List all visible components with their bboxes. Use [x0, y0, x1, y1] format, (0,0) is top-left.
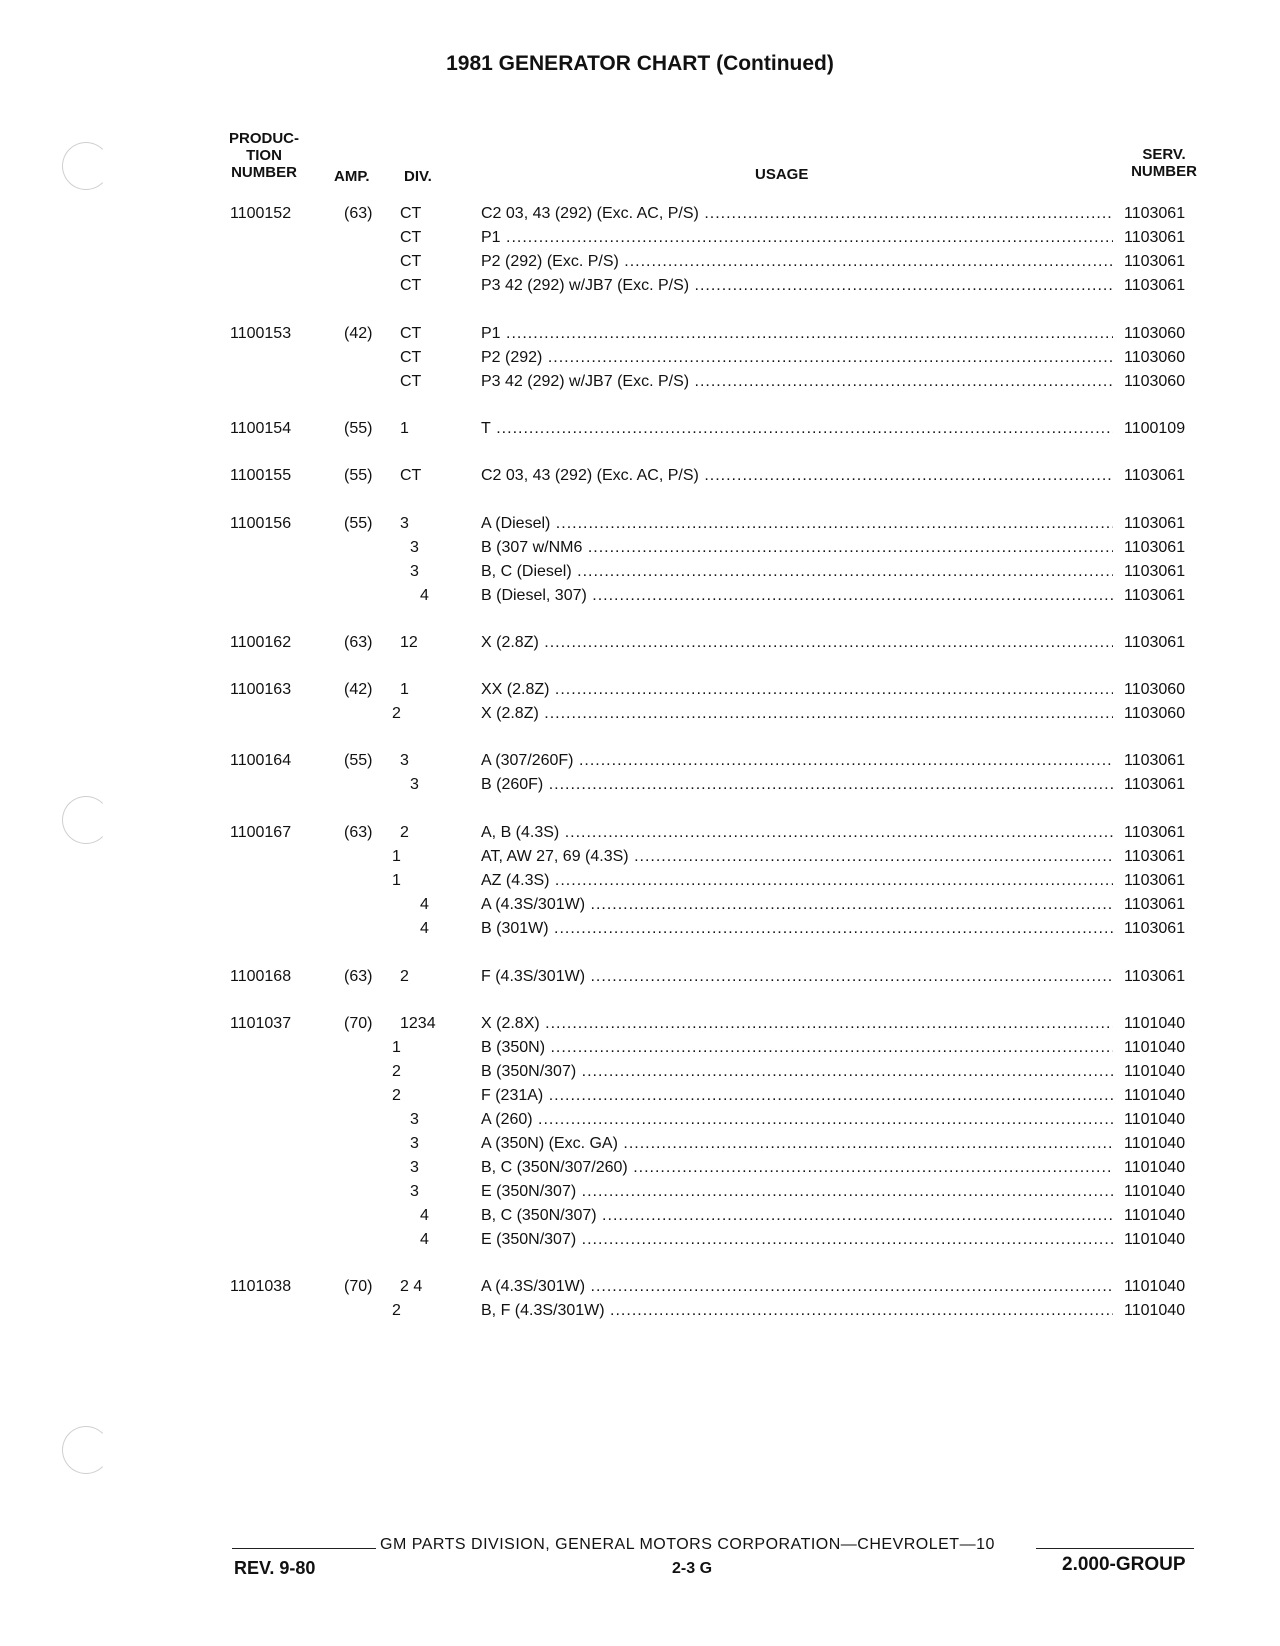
div-value: 4 — [420, 1207, 429, 1224]
amp-value: (55) — [344, 467, 373, 484]
footer-publisher: GM PARTS DIVISION, GENERAL MOTORS CORPORATION—CHEVROLET—10 — [380, 1536, 995, 1553]
production-number: 1100162 — [230, 634, 292, 651]
amp-value: (63) — [344, 968, 373, 985]
production-number: 1100168 — [230, 968, 292, 985]
footer-page-number: 2-3 G — [672, 1560, 713, 1577]
table-row — [0, 1133, 1280, 1155]
service-number: 1103061 — [1124, 634, 1186, 651]
service-number: 1103061 — [1124, 776, 1186, 793]
amp-value: (55) — [344, 420, 373, 437]
service-number: 1101040 — [1124, 1302, 1186, 1319]
table-row — [0, 632, 1280, 654]
usage-text: AZ (4.3S) ..... — [481, 870, 1113, 892]
amp-value: (42) — [344, 325, 373, 342]
service-number: 1103060 — [1124, 349, 1186, 366]
header-serv-number — [1124, 146, 1204, 180]
service-number: 1103060 — [1124, 705, 1186, 722]
table-row — [0, 227, 1280, 249]
service-number: 1101040 — [1124, 1039, 1186, 1056]
usage-text: A (4.3S/301W) ..... — [481, 1276, 1113, 1298]
table-row — [0, 846, 1280, 868]
div-value: 1234 — [400, 1015, 436, 1032]
div-value: 3 — [410, 1183, 419, 1200]
production-number: 1100154 — [230, 420, 292, 437]
div-value: 1 — [392, 872, 401, 889]
usage-text: B, C (350N/307/260) ..... — [481, 1157, 1113, 1179]
table-row — [0, 537, 1280, 559]
amp-value: (55) — [344, 515, 373, 532]
table-row — [0, 1061, 1280, 1083]
div-value: 4 — [420, 1231, 429, 1248]
table-row — [0, 1037, 1280, 1059]
page-title: 1981 GENERATOR CHART (Continued) — [446, 52, 834, 75]
usage-text: P2 (292) ..... — [481, 347, 1113, 369]
service-number: 1103061 — [1124, 563, 1186, 580]
amp-value: (70) — [344, 1278, 373, 1295]
service-number: 1103061 — [1124, 467, 1186, 484]
service-number: 1101040 — [1124, 1278, 1186, 1295]
div-value: 3 — [410, 1135, 419, 1152]
div-value: CT — [400, 253, 422, 270]
header-div: DIV. — [404, 168, 432, 185]
usage-text: C2 03, 43 (292) (Exc. AC, P/S) ..... — [481, 465, 1113, 487]
service-number: 1101040 — [1124, 1183, 1186, 1200]
table-row — [0, 1229, 1280, 1251]
usage-text: A (4.3S/301W) ..... — [481, 894, 1113, 916]
header-amp: AMP. — [334, 168, 370, 185]
table-row — [0, 703, 1280, 725]
service-number: 1103060 — [1124, 325, 1186, 342]
table-row — [0, 822, 1280, 844]
usage-text: XX (2.8Z) ..... — [481, 679, 1113, 701]
table-row — [0, 203, 1280, 225]
amp-value: (55) — [344, 752, 373, 769]
usage-text: E (350N/307) ..... — [481, 1229, 1113, 1251]
service-number: 1101040 — [1124, 1231, 1186, 1248]
table-row — [0, 561, 1280, 583]
div-value: CT — [400, 373, 422, 390]
header-line: PRODUC- — [229, 130, 299, 147]
header-line: TION — [246, 147, 282, 164]
table-row — [0, 1276, 1280, 1298]
service-number: 1103061 — [1124, 872, 1186, 889]
footer-group: 2.000-GROUP — [1062, 1554, 1186, 1575]
div-value: 2 — [392, 1302, 401, 1319]
service-number: 1100109 — [1124, 420, 1186, 437]
footer-rule — [1036, 1548, 1194, 1549]
service-number: 1103061 — [1124, 920, 1186, 937]
service-number: 1103061 — [1124, 205, 1186, 222]
div-value: 2 — [392, 1087, 401, 1104]
table-row — [0, 750, 1280, 772]
production-number: 1100156 — [230, 515, 292, 532]
header-usage: USAGE — [755, 166, 809, 183]
table-row — [0, 513, 1280, 535]
production-number: 1100152 — [230, 205, 292, 222]
table-row — [0, 1181, 1280, 1203]
service-number: 1101040 — [1124, 1087, 1186, 1104]
usage-text: B (301W) ..... — [481, 918, 1113, 940]
table-row — [0, 774, 1280, 796]
usage-text: A (307/260F) ..... — [481, 750, 1113, 772]
punch-hole — [62, 142, 110, 190]
service-number: 1101040 — [1124, 1015, 1186, 1032]
table-row — [0, 465, 1280, 487]
usage-text: B, C (Diesel) ..... — [481, 561, 1113, 583]
div-value: 1 — [392, 848, 401, 865]
div-value: 1 — [400, 681, 409, 698]
table-row — [0, 1109, 1280, 1131]
usage-text: P3 42 (292) w/JB7 (Exc. P/S) ..... — [481, 371, 1113, 393]
production-number: 1100164 — [230, 752, 292, 769]
table-row — [0, 323, 1280, 345]
service-number: 1103061 — [1124, 896, 1186, 913]
usage-text: F (4.3S/301W) ..... — [481, 966, 1113, 988]
div-value: 4 — [420, 920, 429, 937]
usage-text: A (350N) (Exc. GA) ..... — [481, 1133, 1113, 1155]
header-production-number — [224, 130, 304, 181]
table-row — [0, 371, 1280, 393]
service-number: 1103061 — [1124, 539, 1186, 556]
service-number: 1103061 — [1124, 848, 1186, 865]
table-row — [0, 347, 1280, 369]
production-number: 1100163 — [230, 681, 292, 698]
div-value: 1 — [400, 420, 409, 437]
div-value: CT — [400, 325, 422, 342]
usage-text: T ..... — [481, 418, 1113, 440]
service-number: 1103061 — [1124, 253, 1186, 270]
div-value: CT — [400, 205, 422, 222]
usage-text: P1 ..... — [481, 227, 1113, 249]
usage-text: B (Diesel, 307) ..... — [481, 585, 1113, 607]
table-row — [0, 1157, 1280, 1179]
usage-text: A (260) ..... — [481, 1109, 1113, 1131]
punch-hole — [62, 1426, 110, 1474]
amp-value: (63) — [344, 634, 373, 651]
div-value: CT — [400, 467, 422, 484]
service-number: 1101040 — [1124, 1111, 1186, 1128]
div-value: 3 — [410, 563, 419, 580]
service-number: 1103060 — [1124, 373, 1186, 390]
service-number: 1103061 — [1124, 515, 1186, 532]
amp-value: (63) — [344, 824, 373, 841]
usage-text: P1 ..... — [481, 323, 1113, 345]
table-row — [0, 1013, 1280, 1035]
usage-text: B (307 w/NM6 ..... — [481, 537, 1113, 559]
footer-rule — [232, 1548, 376, 1549]
amp-value: (42) — [344, 681, 373, 698]
usage-text: B (350N) ..... — [481, 1037, 1113, 1059]
service-number: 1103061 — [1124, 824, 1186, 841]
amp-value: (70) — [344, 1015, 373, 1032]
div-value: CT — [400, 349, 422, 366]
div-value: 3 — [400, 515, 409, 532]
div-value: CT — [400, 277, 422, 294]
div-value: 2 — [392, 705, 401, 722]
table-row — [0, 1300, 1280, 1322]
usage-text: X (2.8Z) ..... — [481, 703, 1113, 725]
service-number: 1103061 — [1124, 752, 1186, 769]
header-line: NUMBER — [1131, 163, 1197, 180]
div-value: 3 — [400, 752, 409, 769]
usage-text: C2 03, 43 (292) (Exc. AC, P/S) ..... — [481, 203, 1113, 225]
div-value: 4 — [420, 896, 429, 913]
usage-text: B, F (4.3S/301W) ..... — [481, 1300, 1113, 1322]
footer-revision: REV. 9-80 — [234, 1558, 316, 1578]
div-value: 3 — [410, 776, 419, 793]
service-number: 1101040 — [1124, 1159, 1186, 1176]
table-row — [0, 870, 1280, 892]
div-value: 2 — [400, 824, 409, 841]
table-row — [0, 679, 1280, 701]
service-number: 1103060 — [1124, 681, 1186, 698]
production-number: 1101038 — [230, 1278, 292, 1295]
div-value: 2 — [400, 968, 409, 985]
header-line: NUMBER — [231, 164, 297, 181]
div-value: 3 — [410, 1159, 419, 1176]
service-number: 1103061 — [1124, 968, 1186, 985]
amp-value: (63) — [344, 205, 373, 222]
table-row — [0, 585, 1280, 607]
table-row — [0, 918, 1280, 940]
table-row — [0, 251, 1280, 273]
service-number: 1103061 — [1124, 277, 1186, 294]
usage-text: E (350N/307) ..... — [481, 1181, 1113, 1203]
div-value: 12 — [400, 634, 418, 651]
usage-text: B (350N/307) ..... — [481, 1061, 1113, 1083]
table-row — [0, 275, 1280, 297]
production-number: 1100153 — [230, 325, 292, 342]
div-value: 3 — [410, 539, 419, 556]
table-row — [0, 966, 1280, 988]
table-row — [0, 894, 1280, 916]
table-row — [0, 1205, 1280, 1227]
usage-text: X (2.8Z) ..... — [481, 632, 1113, 654]
usage-text: A, B (4.3S) ..... — [481, 822, 1113, 844]
service-number: 1101040 — [1124, 1207, 1186, 1224]
div-value: 2 4 — [400, 1278, 423, 1295]
service-number: 1101040 — [1124, 1135, 1186, 1152]
usage-text: F (231A) ..... — [481, 1085, 1113, 1107]
div-value: 4 — [420, 587, 429, 604]
production-number: 1100167 — [230, 824, 292, 841]
usage-text: P3 42 (292) w/JB7 (Exc. P/S) ..... — [481, 275, 1113, 297]
usage-text: AT, AW 27, 69 (4.3S) ..... — [481, 846, 1113, 868]
production-number: 1101037 — [230, 1015, 292, 1032]
service-number: 1103061 — [1124, 587, 1186, 604]
div-value: 2 — [392, 1063, 401, 1080]
usage-text: P2 (292) (Exc. P/S) ..... — [481, 251, 1113, 273]
service-number: 1103061 — [1124, 229, 1186, 246]
table-row — [0, 1085, 1280, 1107]
production-number: 1100155 — [230, 467, 292, 484]
table-row — [0, 418, 1280, 440]
usage-text: X (2.8X) ..... — [481, 1013, 1113, 1035]
usage-text: B (260F) ..... — [481, 774, 1113, 796]
div-value: 1 — [392, 1039, 401, 1056]
header-line: SERV. — [1142, 146, 1186, 163]
usage-text: A (Diesel) ..... — [481, 513, 1113, 535]
div-value: CT — [400, 229, 422, 246]
div-value: 3 — [410, 1111, 419, 1128]
service-number: 1101040 — [1124, 1063, 1186, 1080]
usage-text: B, C (350N/307) ..... — [481, 1205, 1113, 1227]
